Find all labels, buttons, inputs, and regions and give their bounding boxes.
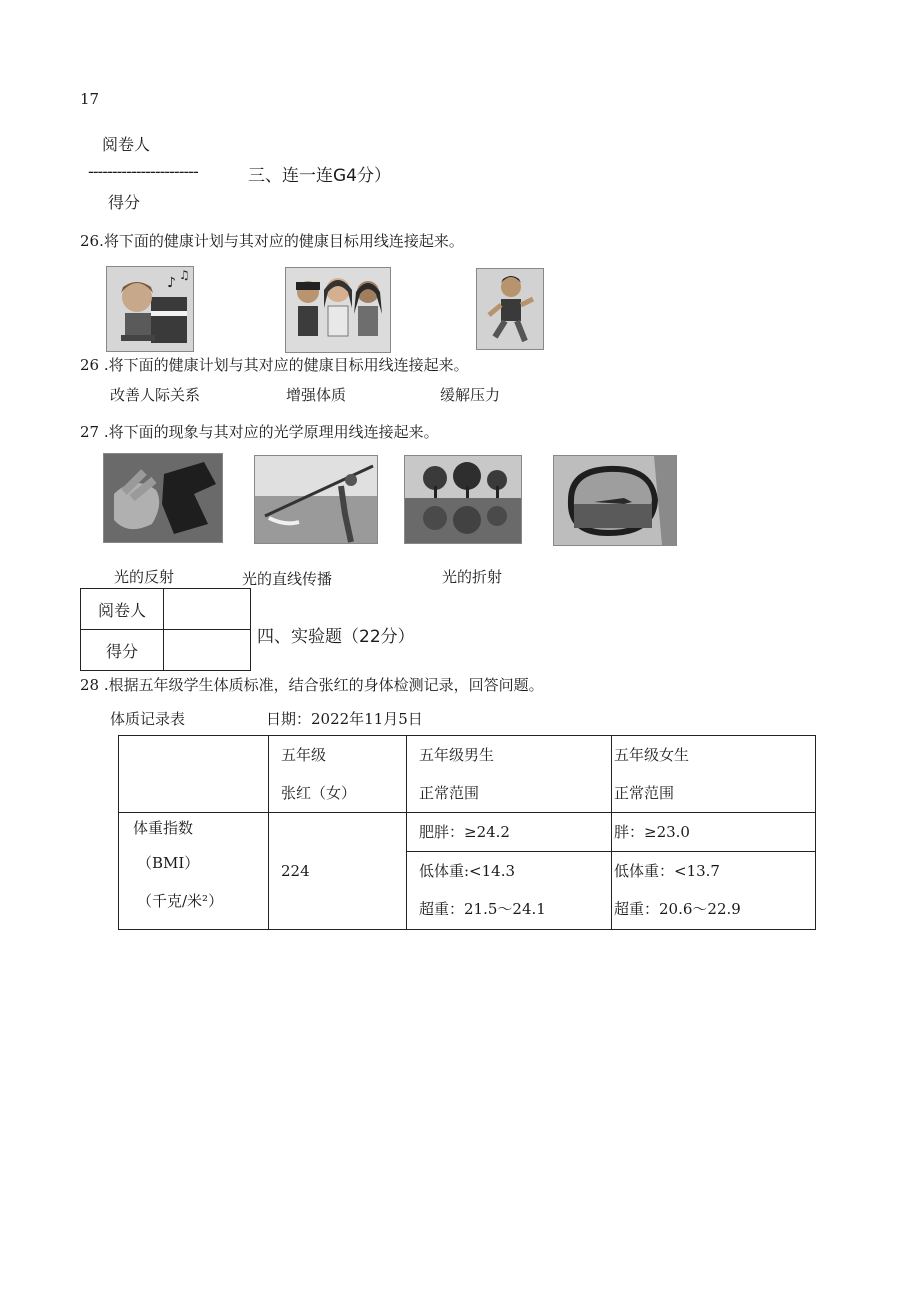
male-range-cell bbox=[407, 852, 612, 930]
bmi-label-cell bbox=[119, 813, 269, 930]
q28-prompt: 28 .根据五年级学生体质标准，结合张红的身体检测记录，回答问题。 bbox=[80, 676, 544, 694]
section3-reviewer-label: 阅卷人 bbox=[102, 135, 151, 154]
car-mirror-image bbox=[553, 455, 677, 546]
q27-prompt: 27 .将下面的现象与其对应的光学原理用线连接起来。 bbox=[80, 423, 439, 441]
table-header-empty bbox=[119, 736, 269, 813]
q27-option-2[interactable]: 光的直线传播 bbox=[242, 570, 333, 588]
q26-option-3[interactable]: 缓解压力 bbox=[440, 386, 501, 404]
table-header-male bbox=[407, 736, 612, 813]
q27-option-3[interactable]: 光的折射 bbox=[442, 568, 503, 586]
section3-heading: 三、连一连G4分） bbox=[248, 166, 391, 186]
section4-reviewer-label: 阅卷人 bbox=[81, 589, 164, 630]
section3-score-label: 得分 bbox=[108, 193, 141, 212]
piano-player-image bbox=[106, 266, 194, 352]
female-obese-cell bbox=[612, 813, 816, 852]
section4-heading: 四、实验题（22分） bbox=[257, 627, 415, 647]
bmi-label-line3: （千克/米²） bbox=[137, 892, 224, 910]
bmi-value: 224 bbox=[281, 862, 310, 880]
male-low-weight: 低体重:<14.3 bbox=[419, 862, 516, 881]
running-boy-image bbox=[476, 268, 544, 350]
three-friends-image bbox=[285, 267, 391, 353]
section4-score-field[interactable] bbox=[164, 630, 251, 671]
female-obese: 胖：≥23.0 bbox=[614, 823, 690, 841]
page-number: 17 bbox=[80, 90, 100, 108]
q27-option-1[interactable]: 光的反射 bbox=[114, 568, 175, 586]
section4-score-box bbox=[80, 588, 251, 671]
header-grade: 五年级 bbox=[281, 746, 327, 764]
svg-text:♪: ♪ bbox=[167, 275, 176, 291]
q28-table-title: 体质记录表 bbox=[110, 710, 186, 728]
section3-dashes: ----------------------- bbox=[88, 162, 198, 181]
male-overweight: 超重：21.5～24.1 bbox=[419, 900, 546, 919]
section4-score-label: 得分 bbox=[81, 630, 164, 671]
bmi-value-cell bbox=[269, 813, 407, 930]
svg-text:♫: ♫ bbox=[179, 268, 190, 282]
header-male-range: 正常范围 bbox=[419, 784, 480, 802]
header-male-grade: 五年级男生 bbox=[419, 746, 495, 764]
female-low-weight: 低体重：<13.7 bbox=[614, 862, 720, 881]
female-range-cell bbox=[612, 852, 816, 930]
straw-in-water-image bbox=[254, 455, 378, 544]
male-obese-cell bbox=[407, 813, 612, 852]
header-female-grade: 五年级女生 bbox=[614, 746, 690, 764]
hand-shadow-image bbox=[103, 453, 223, 543]
section4-reviewer-field[interactable] bbox=[164, 589, 251, 630]
q26-prompt-repeat: 26 .将下面的健康计划与其对应的健康目标用线连接起来。 bbox=[80, 356, 469, 374]
tree-reflection-image bbox=[404, 455, 522, 544]
q26-option-1[interactable]: 改善人际关系 bbox=[110, 386, 201, 404]
male-obese: 肥胖：≥24.2 bbox=[419, 823, 510, 841]
q26-option-2[interactable]: 增强体质 bbox=[286, 386, 347, 404]
q26-prompt: 26.将下面的健康计划与其对应的健康目标用线连接起来。 bbox=[80, 232, 464, 250]
bmi-label-line2: （BMI） bbox=[137, 854, 200, 872]
header-student-name: 张红（女） bbox=[281, 784, 357, 802]
female-overweight: 超重：20.6～22.9 bbox=[614, 900, 741, 919]
fitness-record-table bbox=[118, 735, 816, 930]
table-header-student bbox=[269, 736, 407, 813]
bmi-label-line1: 体重指数 bbox=[133, 819, 194, 837]
q28-date: 日期：2022年11月5日 bbox=[266, 710, 423, 728]
header-female-range: 正常范围 bbox=[614, 784, 675, 802]
table-header-female bbox=[612, 736, 816, 813]
